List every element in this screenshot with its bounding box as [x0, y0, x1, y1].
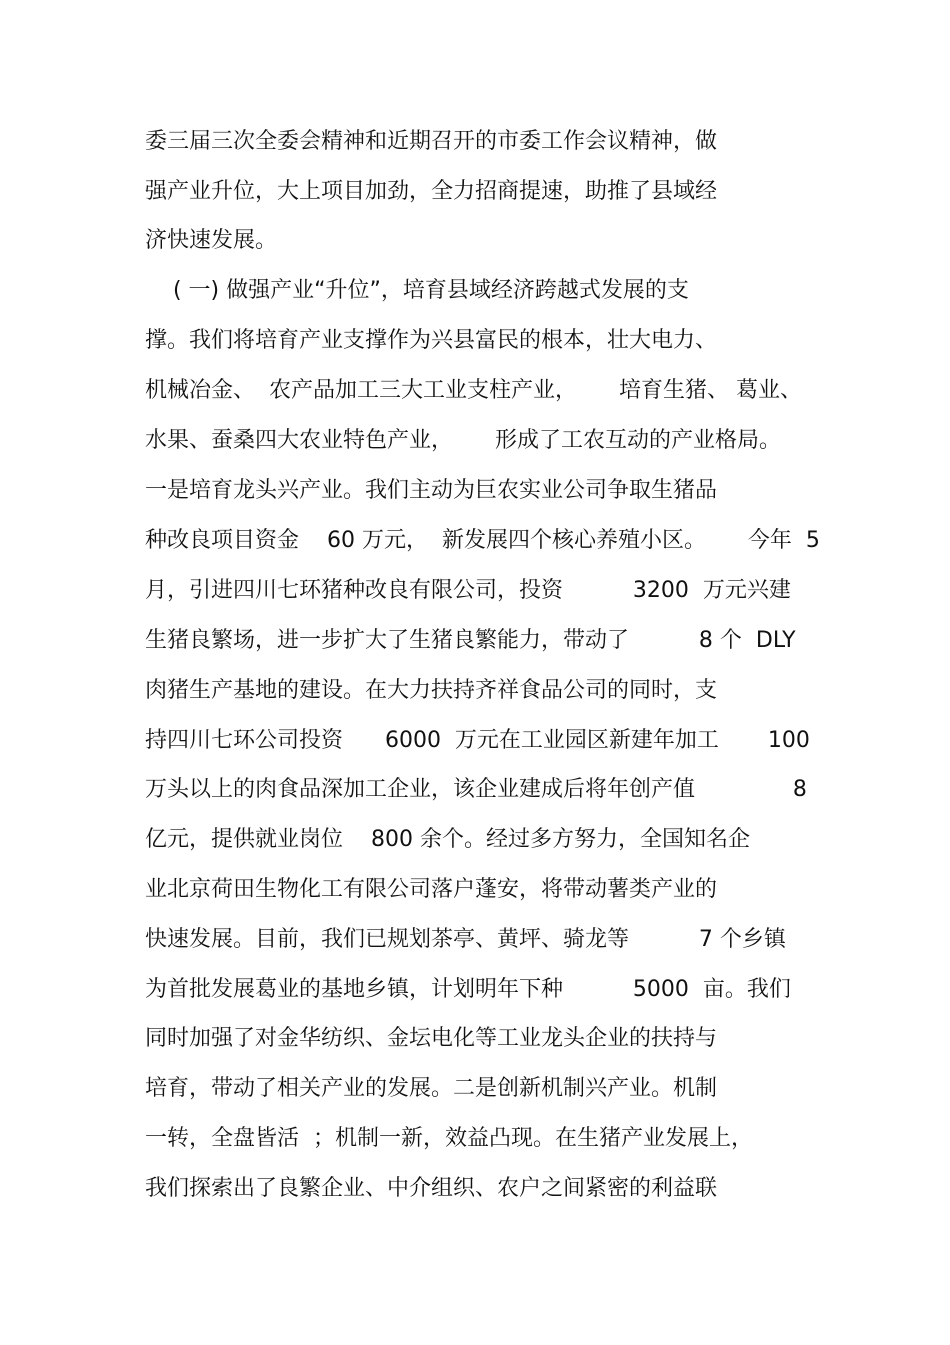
- text-line-20: 培育，带动了相关产业的发展。二是创新机制兴产业。机制: [145, 1076, 718, 1101]
- text-line-21: 一转，全盘皆活 ；机制一新，效益凸现。在生猪产业发展上，: [145, 1126, 753, 1151]
- text-line-1: 委三届三次全委会精神和近期召开的市委工作会议精神，做: [145, 129, 718, 154]
- text-line-3: 济快速发展。: [145, 228, 278, 253]
- text-line-14: 万头以上的肉食品深加工企业，该企业建成后将年创产值 8: [145, 777, 807, 802]
- text-line-17: 快速发展。目前，我们已规划茶亭、黄坪、骑龙等 7 个乡镇: [145, 927, 786, 952]
- text-line-6: 机械冶金、 农产品加工三大工业支柱产业， 培育生猪、 葛业、: [145, 378, 802, 403]
- text-line-11: 生猪良繁场，进一步扩大了生猪良繁能力，带动了 8 个 DLY: [145, 628, 796, 653]
- text-line-10: 月，引进四川七环猪种改良有限公司，投资 3200 万元兴建: [145, 578, 791, 603]
- text-line-12: 肉猪生产基地的建设。在大力扶持齐祥食品公司的同时，支: [145, 678, 718, 703]
- text-line-22: 我们探索出了良繁企业、中介组织、农户之间紧密的利益联: [145, 1176, 718, 1201]
- text-line-18: 为首批发展葛业的基地乡镇，计划明年下种 5000 亩。我们: [145, 977, 791, 1002]
- text-line-8: 一是培育龙头兴产业。我们主动为巨农实业公司争取生猪品: [145, 478, 718, 503]
- text-line-15: 亿元，提供就业岗位 800 余个。经过多方努力，全国知名企: [145, 827, 750, 852]
- text-line-4: ( 一) 做强产业“升位”，培育县域经济跨越式发展的支: [145, 278, 689, 303]
- text-line-16: 业北京荷田生物化工有限公司落户蓬安，将带动薯类产业的: [145, 877, 718, 902]
- text-line-19: 同时加强了对金华纺织、金坛电化等工业龙头企业的扶持与: [145, 1026, 718, 1051]
- text-line-7: 水果、蚕桑四大农业特色产业， 形成了工农互动的产业格局。: [145, 428, 781, 453]
- text-line-9: 种改良项目资金 60 万元， 新发展四个核心养殖小区。 今年 5: [145, 528, 820, 553]
- text-line-2: 强产业升位，大上项目加劲，全力招商提速，助推了县域经: [145, 179, 718, 204]
- text-line-13: 持四川七环公司投资 6000 万元在工业园区新建年加工 100: [145, 728, 810, 753]
- text-line-5: 撑。我们将培育产业支撑作为兴县富民的根本，壮大电力、: [145, 328, 718, 353]
